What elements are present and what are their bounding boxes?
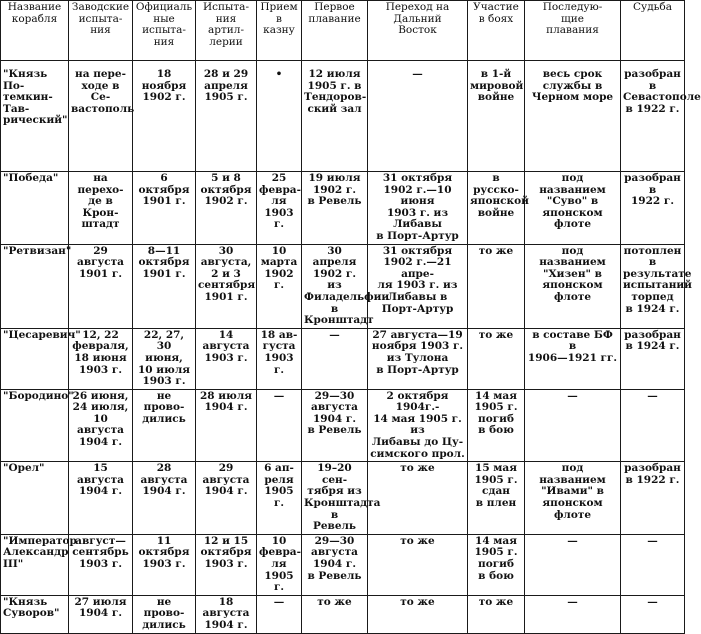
table-cell-factory-trials: август— сентябрь 1903 г.	[69, 534, 133, 595]
table-cell-combat: 14 мая 1905 г. погиб в бою	[468, 534, 525, 595]
table-cell-factory-trials: на пере- ходе в Се- вастополь	[69, 61, 133, 172]
table-cell-later-service: —	[525, 534, 621, 595]
table-cell-factory-trials: 12, 22 февраля, 18 июня 1903 г.	[69, 328, 133, 389]
table-cell-factory-trials: 15 августа 1904 г.	[69, 462, 133, 535]
table-cell-fate: —	[621, 534, 685, 595]
table-cell-first-voyage: 19 июля 1902 г. в Ревель	[302, 172, 368, 245]
table-cell-later-service: в составе БФ в 1906—1921 гг.	[525, 328, 621, 389]
table-cell-acceptance: 18 ав- густа 1903 г.	[257, 328, 302, 389]
table-row	[1, 61, 685, 172]
table-cell-factory-trials: на перехо- де в Крон- штадт	[69, 172, 133, 245]
table-cell-fate: —	[621, 389, 685, 462]
table-row	[1, 328, 685, 389]
table-cell-first-voyage: 29—30 августа 1904 г. в Ревель	[302, 534, 368, 595]
table-cell-factory-trials: 29 августа 1901 г.	[69, 244, 133, 328]
column-header-far-east-transfer: Переход на Дальний Восток	[368, 1, 468, 61]
table-cell-acceptance: 6 ап- реля 1905 г.	[257, 462, 302, 535]
table-cell-official-trials: не прово- дились	[133, 595, 196, 633]
table-cell-combat: в русско- японской войне	[468, 172, 525, 245]
table-cell-first-voyage: 19–20 сен- тября из Кронштадта в Ревель	[302, 462, 368, 535]
table-cell-ship-name: "Император Александр III"	[1, 534, 69, 595]
table-cell-official-trials: 18 ноября 1902 г.	[133, 61, 196, 172]
table-cell-ship-name: "Орел"	[1, 462, 69, 535]
table-cell-factory-trials: 26 июня, 24 июля, 10 августа 1904 г.	[69, 389, 133, 462]
table-cell-ship-name: "Князь Суворов"	[1, 595, 69, 633]
table-cell-fate: —	[621, 595, 685, 633]
table-row	[1, 595, 685, 633]
table-cell-artillery-trials: 29 августа 1904 г.	[196, 462, 257, 535]
column-header-artillery-trials: Испыта- ния артил- лерии	[196, 1, 257, 61]
table-row	[1, 389, 685, 462]
table-cell-acceptance: 25 февра- ля 1903 г.	[257, 172, 302, 245]
table-cell-official-trials: 28 августа 1904 г.	[133, 462, 196, 535]
table-cell-far-east-transfer: 31 октября 1902 г.—10 июня 1903 г. из Либавы в Порт-Артур	[368, 172, 468, 245]
table-cell-artillery-trials: 30 августа, 2 и 3 сентября 1901 г.	[196, 244, 257, 328]
column-header-combat: Участие в боях	[468, 1, 525, 61]
table-cell-artillery-trials: 14 августа 1903 г.	[196, 328, 257, 389]
table-cell-official-trials: 6 октября 1901 г.	[133, 172, 196, 245]
table-cell-combat: в 1-й мировой войне	[468, 61, 525, 172]
table-cell-combat: то же	[468, 244, 525, 328]
table-cell-later-service: под названием "Суво" в японском флоте	[525, 172, 621, 245]
table-cell-official-trials: 11 октября 1903 г.	[133, 534, 196, 595]
table-row	[1, 172, 685, 245]
column-header-later-service: Последую- щие плавания	[525, 1, 621, 61]
table-cell-combat: 15 мая 1905 г. сдан в плен	[468, 462, 525, 535]
table-cell-artillery-trials: 5 и 8 октября 1902 г.	[196, 172, 257, 245]
table-cell-far-east-transfer: то же	[368, 595, 468, 633]
table-cell-far-east-transfer: то же	[368, 462, 468, 535]
table-cell-far-east-transfer: 31 октября 1902 г.—21 апре- ля 1903 г. из Либавы в Порт-Артур	[368, 244, 468, 328]
table-cell-first-voyage: 12 июля 1905 г. в Тендоров- ский зал	[302, 61, 368, 172]
table-cell-ship-name: "Бородино"	[1, 389, 69, 462]
table-cell-far-east-transfer: 2 октября 1904г.- 14 мая 1905 г. из Либавы до Цу- симского прол.	[368, 389, 468, 462]
table-row	[1, 534, 685, 595]
table-cell-first-voyage: 29—30 августа 1904 г. в Ревель	[302, 389, 368, 462]
table-cell-ship-name: "Ретвизан"	[1, 244, 69, 328]
table-cell-fate: разобран в 1922 г.	[621, 172, 685, 245]
table-cell-far-east-transfer: —	[368, 61, 468, 172]
table-cell-later-service: весь срок службы в Черном море	[525, 61, 621, 172]
column-header-official-trials: Официаль ные испыта- ния	[133, 1, 196, 61]
table-cell-acceptance: 10 февра- ля 1905 г.	[257, 534, 302, 595]
table-cell-later-service: —	[525, 595, 621, 633]
table-cell-first-voyage: то же	[302, 595, 368, 633]
table-row	[1, 244, 685, 328]
table-cell-ship-name: "Цесаревич"	[1, 328, 69, 389]
table-cell-factory-trials: 27 июля 1904 г.	[69, 595, 133, 633]
table-cell-artillery-trials: 12 и 15 октября 1903 г.	[196, 534, 257, 595]
table-cell-fate: разобран в 1924 г.	[621, 328, 685, 389]
table-cell-artillery-trials: 28 и 29 апреля 1905 г.	[196, 61, 257, 172]
table-cell-fate: потоплен в результате испытаний торпед в 1924 г.	[621, 244, 685, 328]
table-cell-far-east-transfer: 27 августа—19 ноября 1903 г. из Тулона в Порт-Артур	[368, 328, 468, 389]
table-cell-artillery-trials: 28 июля 1904 г.	[196, 389, 257, 462]
table-cell-acceptance: •	[257, 61, 302, 172]
column-header-factory-trials: Заводские испыта- ния	[69, 1, 133, 61]
table-cell-later-service: —	[525, 389, 621, 462]
table-cell-ship-name: "Победа"	[1, 172, 69, 245]
column-header-ship-name: Название корабля	[1, 1, 69, 61]
header-row	[1, 1, 685, 61]
table-cell-acceptance: 10 марта 1902 г.	[257, 244, 302, 328]
table-cell-combat: то же	[468, 595, 525, 633]
table-cell-far-east-transfer: то же	[368, 534, 468, 595]
table-cell-fate: разобран в 1922 г.	[621, 462, 685, 535]
table-cell-combat: 14 мая 1905 г. погиб в бою	[468, 389, 525, 462]
table-cell-acceptance: —	[257, 389, 302, 462]
table-cell-official-trials: 8—11 октября 1901 г.	[133, 244, 196, 328]
table-cell-official-trials: 22, 27, 30 июня, 10 июля 1903 г.	[133, 328, 196, 389]
table-cell-fate: разобран в Севастополе в 1922 г.	[621, 61, 685, 172]
table-body	[1, 61, 701, 634]
table-cell-artillery-trials: 18 августа 1904 г.	[196, 595, 257, 633]
table-cell-acceptance: —	[257, 595, 302, 633]
table-cell-combat: то же	[468, 328, 525, 389]
table-cell-ship-name: "Князь По- темкин-Тав- рический"	[1, 61, 69, 172]
table-cell-first-voyage: 30 апреля 1902 г. из Филадельфии в Кронштадт	[302, 244, 368, 328]
column-header-fate: Судьба	[621, 1, 685, 61]
column-header-acceptance: Прием в казну	[257, 1, 302, 61]
table-row	[1, 462, 685, 535]
table-cell-later-service: под названием "Хизен" в японском флоте	[525, 244, 621, 328]
column-header-first-voyage: Первое плавание	[302, 1, 368, 61]
table-cell-first-voyage: —	[302, 328, 368, 389]
table-cell-later-service: под названием "Ивами" в японском флоте	[525, 462, 621, 535]
table-cell-official-trials: не прово- дились	[133, 389, 196, 462]
